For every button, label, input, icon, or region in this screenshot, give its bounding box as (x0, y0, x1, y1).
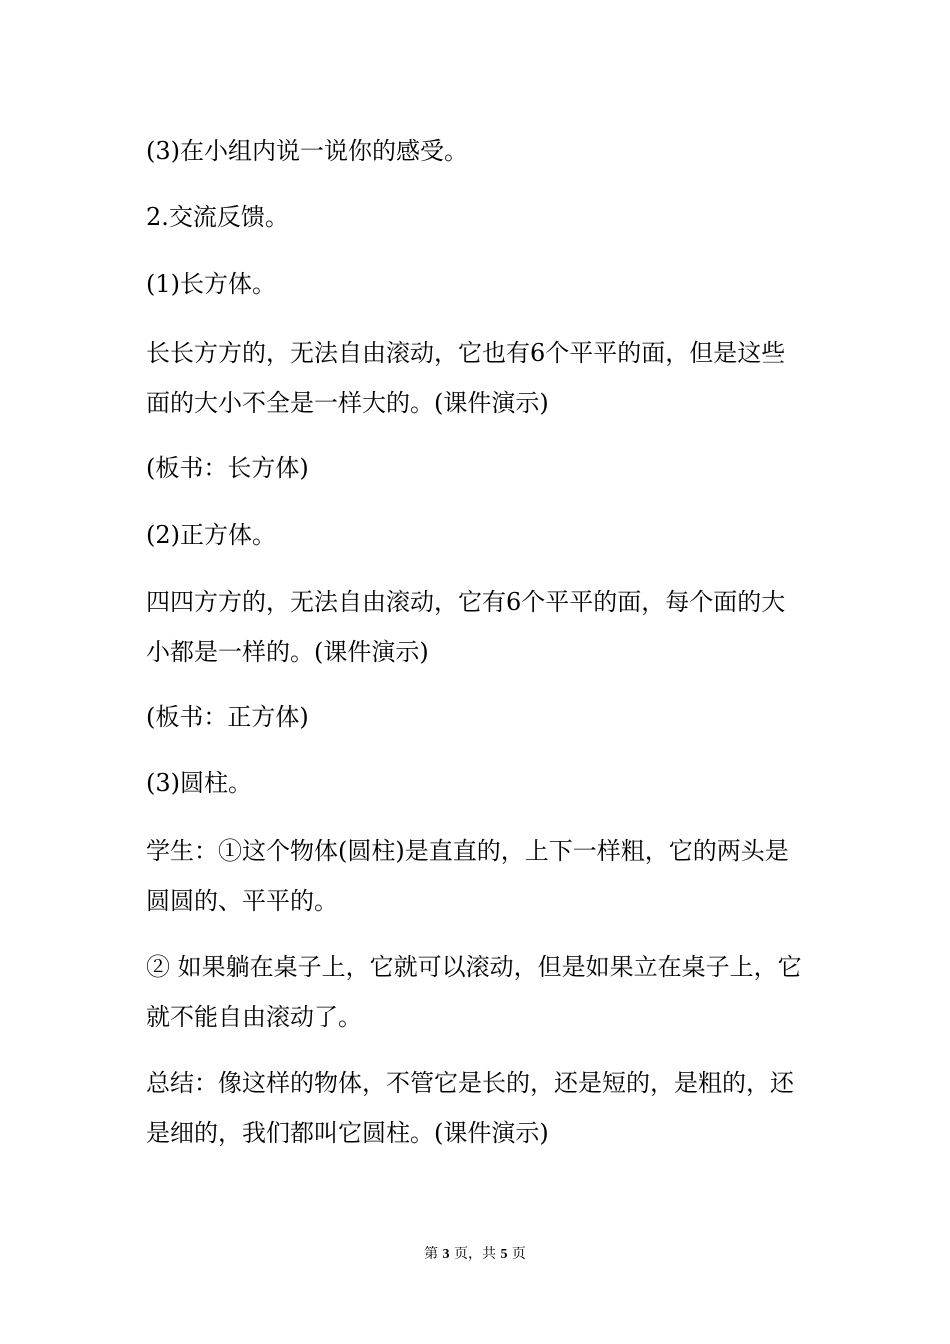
paragraph-cylinder-heading: (3)圆柱。 (146, 769, 252, 797)
paragraph-rolling-observation: ② 如果躺在桌子上，它就可以滚动，但是如果立在桌子上，它就不能自由滚动了。 (146, 953, 802, 1031)
paragraph-board-cuboid: (板书：长方体) (146, 454, 309, 482)
footer-middle: 页，共 (454, 1246, 496, 1262)
paragraph-exchange-feedback: 2.交流反馈。 (146, 203, 289, 231)
paragraph-cuboid-description: 长长方方的，无法自由滚动，它也有6个平平的面，但是这些面的大小不全是一样大的。(课件演示) (146, 339, 786, 417)
paragraph-step-3-group-discussion: (3)在小组内说一说你的感受。 (146, 137, 468, 165)
page-footer (0, 1244, 950, 1265)
paragraph-summary: 总结：像这样的物体，不管它是长的，还是短的，是粗的，还是细的，我们都叫它圆柱。(课件演示) (146, 1069, 794, 1147)
footer-prefix: 第 (424, 1246, 439, 1262)
footer-current-page: 3 (442, 1247, 450, 1262)
paragraph-cube-description: 四四方方的，无法自由滚动，它有6个平平的面，每个面的大小都是一样的。(课件演示) (146, 588, 786, 666)
paragraph-cube-heading: (2)正方体。 (146, 521, 276, 549)
paragraph-cuboid-heading: (1)长方体。 (146, 270, 276, 298)
footer-suffix: 页 (511, 1246, 526, 1262)
paragraph-student-observation: 学生：①这个物体(圆柱)是直直的，上下一样粗，它的两头是圆圆的、平平的。 (146, 837, 789, 915)
footer-total-pages: 5 (500, 1247, 508, 1262)
paragraph-board-cube: (板书：正方体) (146, 703, 309, 731)
